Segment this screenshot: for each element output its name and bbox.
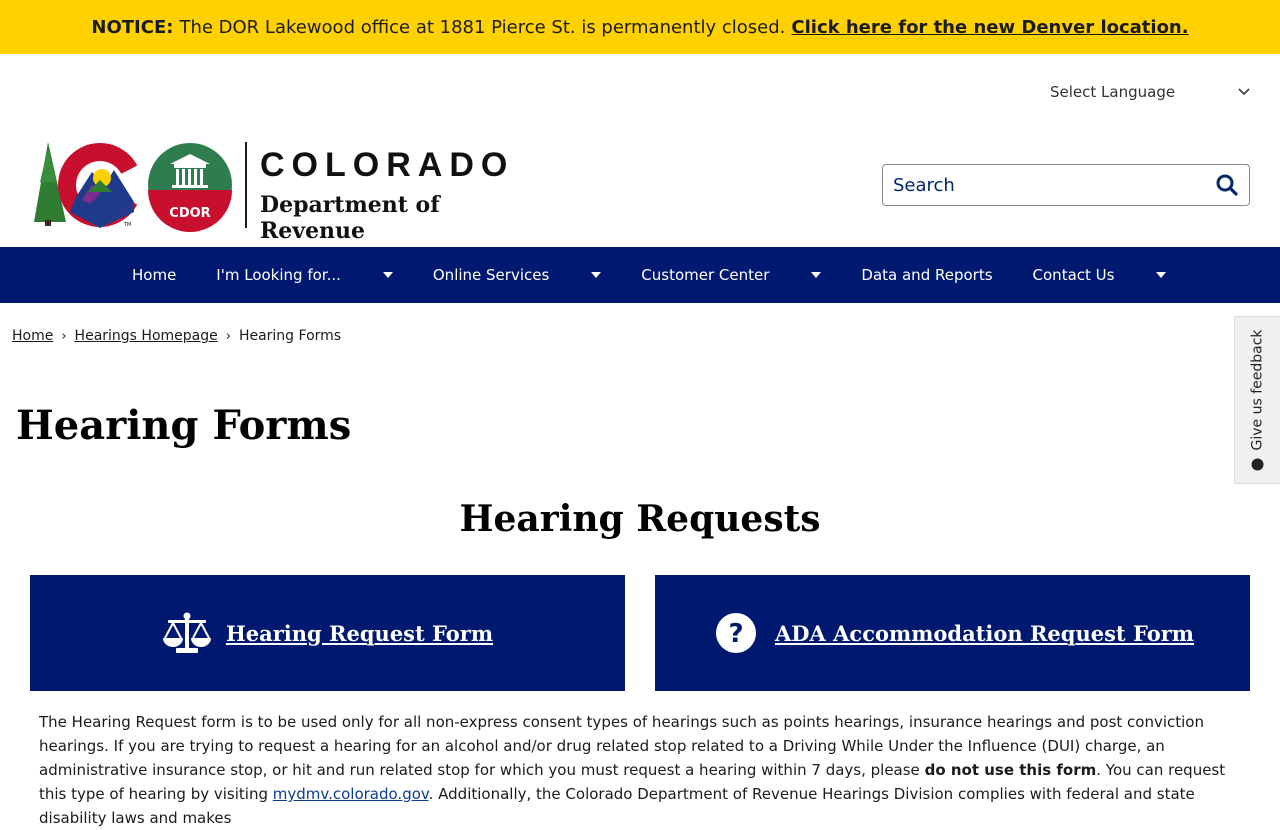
chevron-down-icon	[1238, 85, 1250, 99]
notice-banner	[0, 0, 1280, 54]
nav-item-customer-center[interactable]	[621, 247, 841, 303]
feedback-tab[interactable]	[1234, 316, 1280, 484]
notice-label: NOTICE:	[91, 16, 174, 38]
search-box	[882, 164, 1250, 206]
language-select[interactable]	[1050, 80, 1250, 104]
nav-item-label: Data and Reports	[861, 266, 993, 284]
breadcrumb-separator-icon: ›	[61, 328, 67, 344]
scales-icon	[162, 612, 212, 654]
hearing-request-card[interactable]	[30, 575, 625, 691]
body-text-part-3: . Additionally, the Colorado Department of Revenue Hearings Division complies with federal and state disability laws and makes	[39, 785, 1195, 827]
hearing-request-form-link[interactable]: Hearing Request Form	[225, 620, 494, 646]
logo-trademark: TM	[124, 222, 132, 228]
breadcrumb-separator-icon: ›	[225, 328, 231, 344]
question-circle-icon	[711, 612, 761, 654]
breadcrumb-hearings-homepage[interactable]: Hearings Homepage	[74, 328, 218, 344]
breadcrumb-home[interactable]: Home	[12, 328, 54, 344]
hearing-request-description	[39, 710, 1239, 830]
ada-accommodation-form-link[interactable]: ADA Accommodation Request Form	[775, 620, 1194, 646]
main-nav	[0, 247, 1280, 303]
nav-item-label: Home	[132, 266, 177, 284]
caret-down-icon[interactable]	[811, 272, 821, 278]
page-title: Hearing Forms	[16, 402, 352, 449]
ada-accommodation-card[interactable]	[655, 575, 1250, 691]
feedback-icon	[1252, 459, 1264, 471]
notice-link[interactable]: Click here for the new Denver location.	[791, 16, 1189, 38]
logo-divider	[245, 142, 247, 228]
feedback-label: Give us feedback	[1249, 329, 1266, 451]
nav-item-online-services[interactable]	[413, 247, 621, 303]
search-input[interactable]	[893, 175, 1215, 196]
nav-item-looking-for[interactable]	[196, 247, 413, 303]
svg-text:?: ?	[728, 619, 744, 649]
logo-department-name: Department of Revenue	[260, 192, 440, 244]
logo-state-name: COLORADO	[260, 146, 515, 184]
colorado-cdor-logo-icon	[30, 142, 240, 228]
caret-down-icon[interactable]	[591, 272, 601, 278]
notice-text: The DOR Lakewood office at 1881 Pierce St. is permanently closed.	[179, 16, 786, 38]
caret-down-icon[interactable]	[1156, 272, 1166, 278]
logo-badge-text: CDOR	[169, 206, 211, 221]
caret-down-icon[interactable]	[383, 272, 393, 278]
body-text-part-1: The Hearing Request form is to be used only for all non-express consent types of hearings such as points hearings, insurance hearings and post conviction hearings. If you are trying to request a hearing for an alcohol and/or drug related stop related to a Driving While Under the Influence (DUI) charge, an administrative insurance stop, or hit and run related stop for which you must request a hearing within 7 days, please	[39, 713, 1204, 779]
nav-item-home[interactable]	[112, 247, 196, 303]
nav-item-contact-us[interactable]	[1013, 247, 1187, 303]
breadcrumb	[12, 328, 341, 344]
nav-item-label: Online Services	[432, 266, 550, 284]
nav-item-label: Contact Us	[1032, 266, 1115, 284]
mydmv-link[interactable]: mydmv.colorado.gov	[272, 785, 429, 803]
body-text-part-2: . You can request this type of hearing by visiting	[39, 761, 1226, 803]
section-title: Hearing Requests	[459, 498, 821, 540]
nav-item-label: I'm Looking for...	[216, 266, 341, 284]
language-select-label: Select Language	[1050, 83, 1176, 101]
nav-item-label: Customer Center	[641, 266, 770, 284]
search-icon[interactable]	[1215, 173, 1239, 197]
site-logo[interactable]	[30, 142, 550, 244]
breadcrumb-current: Hearing Forms	[238, 328, 342, 344]
body-text-bold: do not use this form	[924, 761, 1097, 779]
nav-item-data-and-reports[interactable]	[841, 247, 1012, 303]
